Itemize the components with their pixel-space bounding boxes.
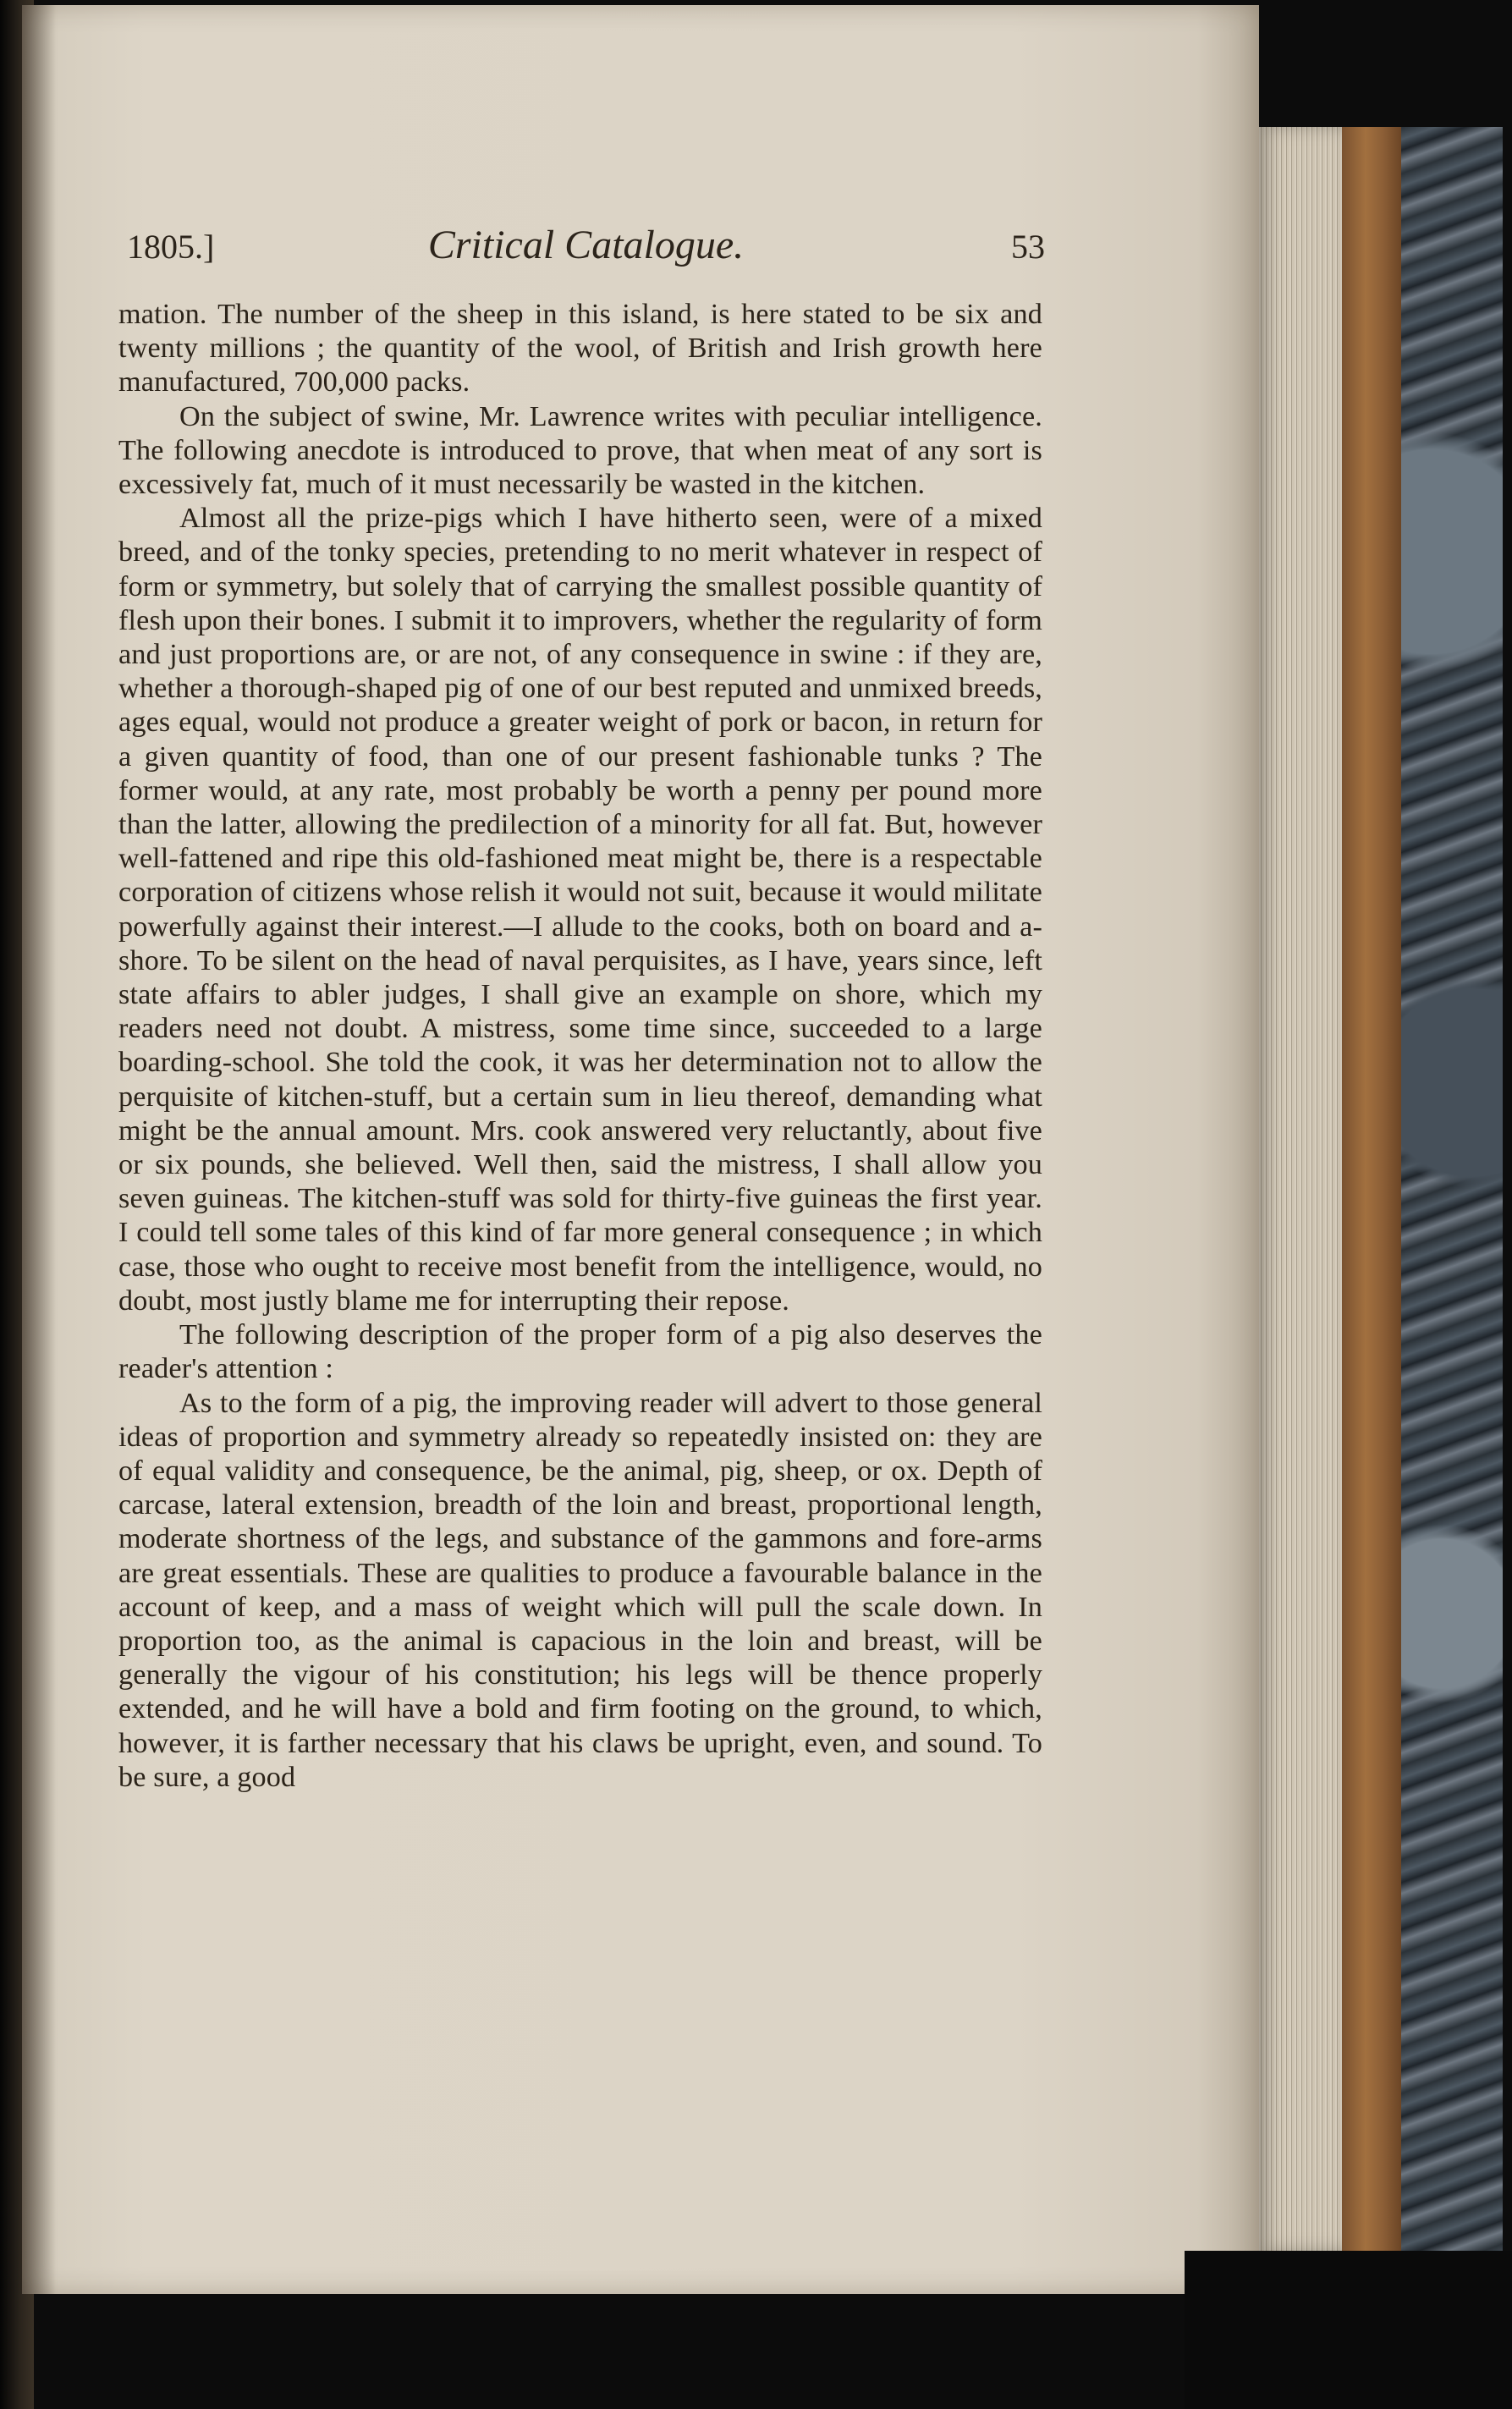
paragraph: As to the form of a pig, the improving reader will advert to those general ideas of proportion and symmetry already so repeatedly insisted on: they are of equal validity and consequence, be the animal, pig, sheep, or ox. Depth of carcase, lateral extension, breadth of the loin and breast, proportional length, moderate shortness of the legs, and substance of the gammons and fore-arms are great essentials. These are qualities to produce a favourable balance in the account of keep, and a mass of weight which will pull the scale down. In proportion too, as the animal is capacious in the loin and breast, will be generally the vigour of his constitution; his legs will be thence properly extended, and he will have a bold and firm footing on the ground, to which, however, it is farther necessary that his claws be upright, even, and sound. To be sure, a good (118, 1387, 1042, 1793)
page-number: 53 (1011, 228, 1045, 266)
paragraph: Almost all the prize-pigs which I have hitherto seen, were of a mixed breed, and of the tonky species, pretending to no merit whatever in respect of form or symmetry, but solely that of carrying the smallest possible quantity of flesh upon their bones. I submit it to improvers, whether the regularity of form and just proportions are, or are not, of any consequence in swine : if they are, whether a thorough-shaped pig of one of our best reputed and unmixed breeds, ages equal, would not produce a greater weight of pork or bacon, in return for a given quantity of food, than one of our present fashionable tunks ? The former would, at any rate, most probably be worth a penny per pound more than the latter, allowing the predilection of a minority for all fat. But, however well-fattened and ripe this old-fashioned meat might be, there is a respectable corporation of citizens whose relish it would not suit, because it would militate powerfully against their interest.—I allude to the cooks, both on board and a-shore. To be silent on the head of naval perquisites, as I have, years since, left state affairs to abler judges, I shall give an example on shore, which my readers need not doubt. A mistress, some time since, succeeded to a large boarding-school. She told the cook, it was her determination not to allow the perquisite of kitchen-stuff, but a certain sum in lieu thereof, demanding what might be the annual amount. Mrs. cook answered very reluctantly, about five or six pounds, she believed. Well then, said the mistress, I shall allow you seven guineas. The kitchen-stuff was sold for thirty-five guineas the first year. I could tell some tales of this kind of far more general consequence ; in which case, those who ought to receive most benefit from the intelligence, would, no doubt, most justly blame me for interrupting their repose. (118, 503, 1042, 1317)
body-text (118, 298, 1042, 1795)
paragraph: mation. The number of the sheep in this island, is here stated to be six and twenty millions ; the quantity of the wool, of British and Irish growth here manufactured, 700,000 packs. (118, 299, 1042, 399)
leather-binding (1342, 127, 1401, 2251)
page-header (127, 222, 1045, 281)
marbled-cover (1401, 127, 1503, 2251)
background-shadow (1185, 2251, 1512, 2409)
paragraph: On the subject of swine, Mr. Lawrence writes with peculiar intelligence. The following anecdote is introduced to prove, that when meat of any sort is excessively fat, much of it must necessarily be wasted in the kitchen. (118, 400, 1042, 501)
header-date: 1805.] (127, 228, 215, 266)
paragraph: The following description of the proper form of a pig also deserves the reader's attention : (118, 1319, 1042, 1385)
running-head: Critical Catalogue. (427, 223, 745, 267)
page-edges (1259, 127, 1342, 2251)
gutter-shadow (22, 5, 56, 2294)
